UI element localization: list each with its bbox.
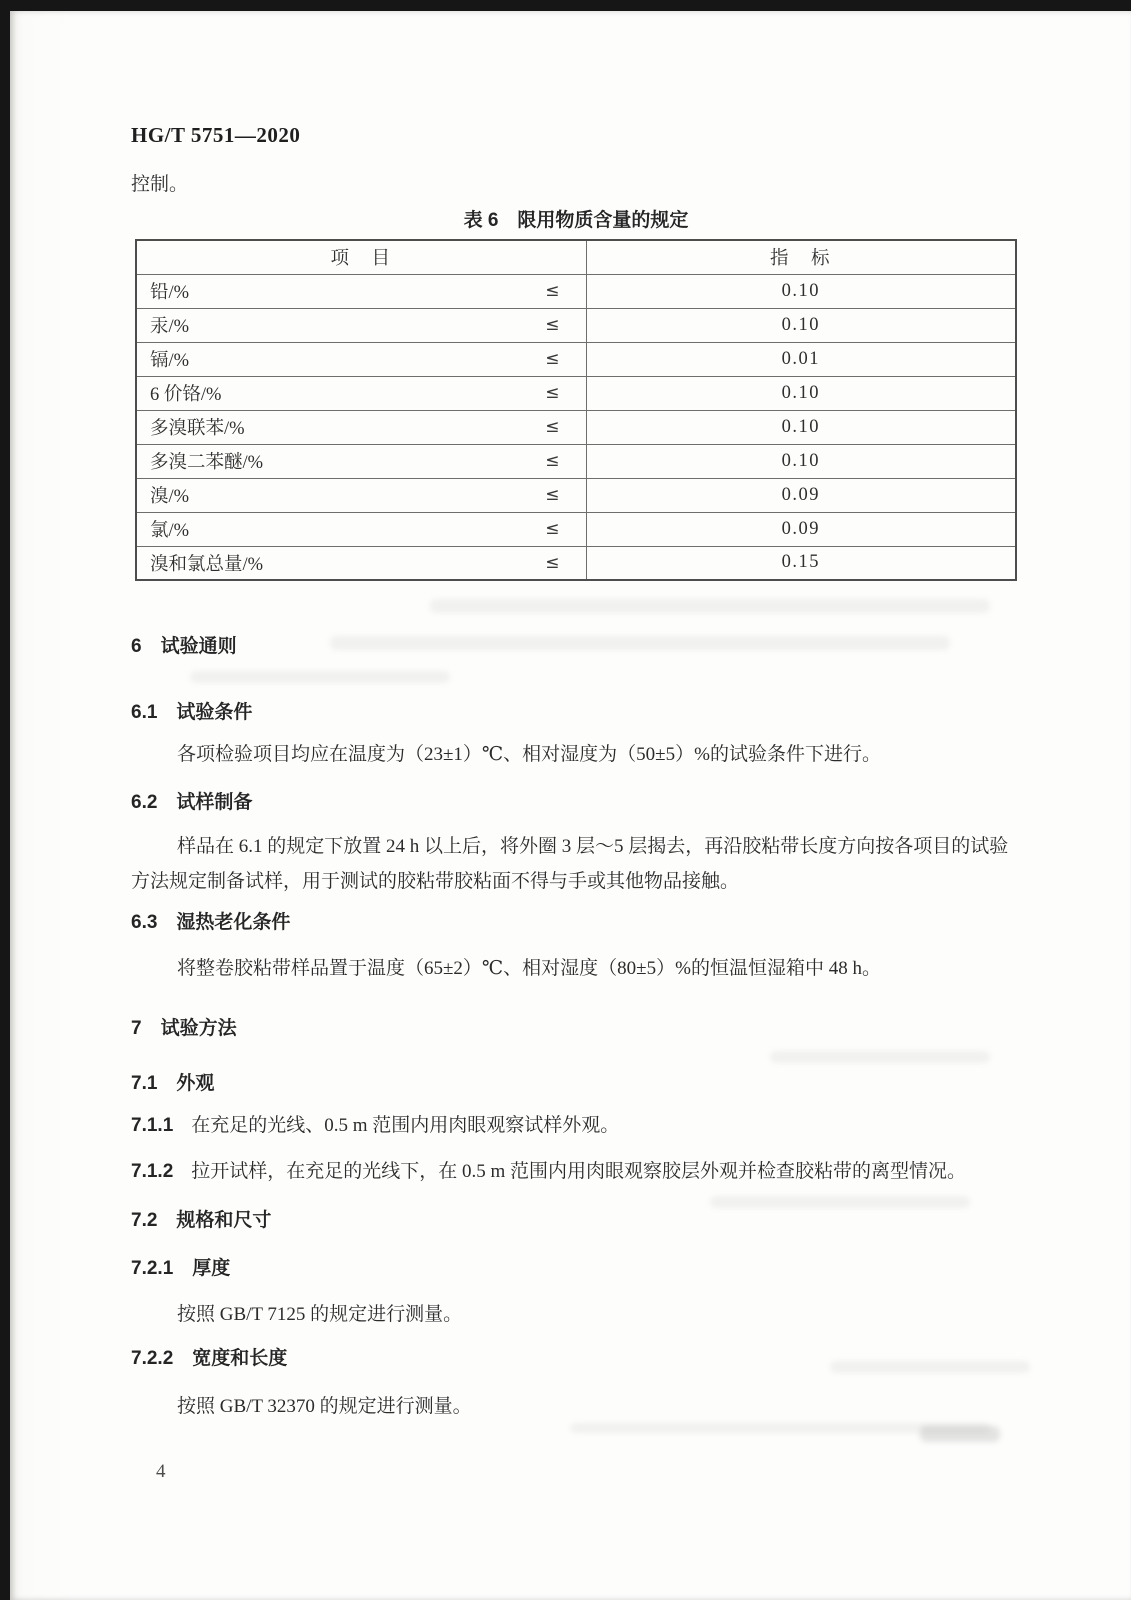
heading-7: 7 试验方法 xyxy=(131,1018,237,1039)
paragraph-6-3: 将整卷胶粘带样品置于温度（65±2）℃、相对湿度（80±5）%的恒温恒湿箱中 48 h。 xyxy=(177,958,881,979)
bleedthrough-smudge xyxy=(430,599,990,613)
page-number: 4 xyxy=(156,1461,166,1482)
substance-name: 汞/% xyxy=(150,317,190,337)
less-equal-symbol: ≤ xyxy=(545,519,560,539)
limit-value: 0.10 xyxy=(586,274,1016,308)
limit-value: 0.10 xyxy=(586,308,1016,342)
clause-number: 7.1.2 xyxy=(131,1161,174,1182)
substance-name: 溴/% xyxy=(150,487,190,507)
limit-value: 0.09 xyxy=(586,512,1016,546)
less-equal-symbol: ≤ xyxy=(545,383,560,403)
substance-name: 多溴二苯醚/% xyxy=(150,453,264,473)
substance-name: 多溴联苯/% xyxy=(150,419,245,439)
paragraph-7-2-2: 按照 GB/T 32370 的规定进行测量。 xyxy=(177,1396,472,1417)
limit-value: 0.10 xyxy=(586,410,1016,444)
clause-number: 7.1.1 xyxy=(131,1115,174,1136)
table-row xyxy=(136,444,1016,478)
table6-header-index: 指 标 xyxy=(586,240,1016,274)
substance-name: 溴和氯总量/% xyxy=(150,554,264,575)
table-row xyxy=(136,410,1016,444)
substance-name: 镉/% xyxy=(150,351,190,371)
clause-7-1-2 xyxy=(131,1158,1024,1185)
less-equal-symbol: ≤ xyxy=(545,281,560,301)
clause-text: 在充足的光线、0.5 m 范围内用肉眼观察试样外观。 xyxy=(191,1115,620,1136)
substance-name: 氯/% xyxy=(150,521,190,541)
table-row xyxy=(136,274,1016,308)
substance-name: 铅/% xyxy=(150,283,190,303)
bleedthrough-smudge xyxy=(190,671,450,683)
bleedthrough-smudge xyxy=(920,1426,1000,1442)
table6-header-row xyxy=(136,240,1016,274)
heading-6: 6 试验通则 xyxy=(131,636,237,657)
heading-7-1: 7.1 外观 xyxy=(131,1073,215,1094)
heading-6-3: 6.3 湿热老化条件 xyxy=(131,912,291,933)
limit-value: 0.10 xyxy=(586,444,1016,478)
heading-7-2-2: 7.2.2 宽度和长度 xyxy=(131,1348,288,1369)
standard-code: HG/T 5751—2020 xyxy=(131,123,301,147)
table-row xyxy=(136,342,1016,376)
bleedthrough-smudge xyxy=(770,1051,990,1063)
heading-6-2: 6.2 试样制备 xyxy=(131,792,253,813)
table6-caption: 表 6 限用物质含量的规定 xyxy=(463,210,689,231)
less-equal-symbol: ≤ xyxy=(545,451,560,471)
limit-value: 0.01 xyxy=(586,342,1016,376)
table6-header-item: 项 目 xyxy=(136,240,586,274)
paragraph-6-1: 各项检验项目均应在温度为（23±1）℃、相对湿度为（50±5）%的试验条件下进行。 xyxy=(177,744,881,765)
table-row xyxy=(136,512,1016,546)
substance-name: 6 价铬/% xyxy=(150,385,222,405)
limit-value: 0.15 xyxy=(586,546,1016,580)
intro-paragraph: 控制。 xyxy=(131,174,189,195)
table-row xyxy=(136,478,1016,512)
table-row xyxy=(136,308,1016,342)
limit-value: 0.10 xyxy=(586,376,1016,410)
bleedthrough-smudge xyxy=(570,1423,990,1433)
clause-text: 拉开试样，在充足的光线下，在 0.5 m 范围内用肉眼观察胶层外观并检查胶粘带的离型情况。 xyxy=(191,1161,967,1182)
less-equal-symbol: ≤ xyxy=(545,417,560,437)
less-equal-symbol: ≤ xyxy=(545,315,560,335)
table-row xyxy=(136,376,1016,410)
heading-6-1: 6.1 试验条件 xyxy=(131,702,253,723)
less-equal-symbol: ≤ xyxy=(545,349,560,369)
limit-value: 0.09 xyxy=(586,478,1016,512)
paragraph-7-2-1: 按照 GB/T 7125 的规定进行测量。 xyxy=(177,1304,463,1325)
document-page xyxy=(10,11,1131,1600)
clause-7-1-1 xyxy=(131,1112,1024,1139)
paragraph-6-2: 样品在 6.1 的规定下放置 24 h 以上后，将外圈 3 层～5 层揭去，再沿胶粘带长度方向按各项目的试验方法规定制备试样，用于测试的胶粘带胶粘面不得与手或其他物品接触。 xyxy=(131,836,1009,892)
less-equal-symbol: ≤ xyxy=(545,552,560,573)
table6-restricted-substances xyxy=(135,239,1017,581)
heading-7-2-1: 7.2.1 厚度 xyxy=(131,1258,231,1279)
less-equal-symbol: ≤ xyxy=(545,485,560,505)
heading-7-2: 7.2 规格和尺寸 xyxy=(131,1210,272,1231)
table-row xyxy=(136,546,1016,580)
